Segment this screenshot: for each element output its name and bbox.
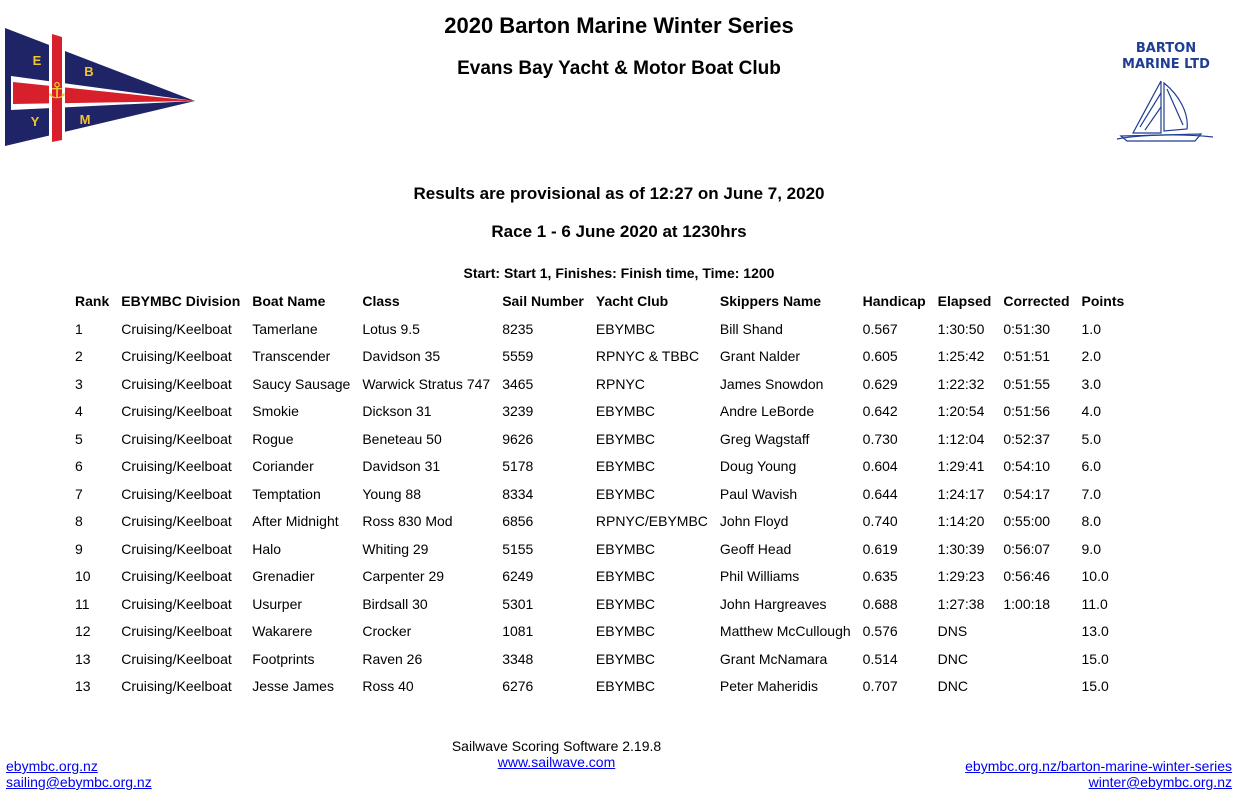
table-row	[69, 453, 1130, 481]
cell-skipper: Andre LeBorde	[719, 403, 815, 420]
cell-rank: 8	[75, 513, 83, 530]
col-header-class: Class	[362, 293, 400, 309]
cell-division: Cruising/Keelboat	[121, 540, 232, 557]
sailboat-icon	[1117, 81, 1213, 141]
cell-class: Raven 26	[362, 650, 423, 667]
cell-handicap: 0.576	[862, 623, 898, 640]
cell-elapsed: DNS	[937, 623, 968, 640]
cell-skipper: Phil Williams	[719, 568, 800, 585]
cell-rank: 13	[75, 650, 91, 667]
table-row	[69, 590, 1130, 618]
col-header-elapsed: Elapsed	[937, 293, 992, 309]
cell-skipper: Matthew McCullough	[719, 623, 851, 640]
cell-skipper: Grant Nalder	[719, 348, 801, 365]
cell-elapsed: 1:24:17	[937, 485, 985, 502]
table-row	[69, 645, 1130, 673]
cell-boat-name: Tamerlane	[252, 320, 318, 337]
cell-yacht-club: EBYMBC	[595, 320, 656, 337]
cell-boat-name: Footprints	[252, 650, 315, 667]
cell-division: Cruising/Keelboat	[121, 458, 232, 475]
cell-points: 2.0	[1081, 348, 1101, 365]
cell-skipper: Greg Wagstaff	[719, 430, 810, 447]
cell-elapsed: 1:22:32	[937, 375, 985, 392]
cell-points: 8.0	[1081, 513, 1101, 530]
cell-division: Cruising/Keelboat	[121, 485, 232, 502]
cell-yacht-club: EBYMBC	[595, 485, 656, 502]
series-page-link[interactable]: ebymbc.org.nz/barton-marine-winter-series	[965, 758, 1232, 774]
table-row	[69, 535, 1130, 563]
cell-sail-number: 6249	[502, 568, 534, 585]
burgee-letter-m: M	[79, 112, 91, 127]
cell-points: 9.0	[1081, 540, 1101, 557]
col-header-boat-name: Boat Name	[252, 293, 326, 309]
cell-rank: 6	[75, 458, 83, 475]
cell-rank: 2	[75, 348, 83, 365]
burgee-letter-b: B	[84, 64, 94, 79]
cell-division: Cruising/Keelboat	[121, 623, 232, 640]
cell-rank: 7	[75, 485, 83, 502]
cell-boat-name: Jesse James	[252, 678, 334, 695]
cell-elapsed: 1:30:39	[937, 540, 985, 557]
cell-class: Young 88	[362, 485, 421, 502]
cell-division: Cruising/Keelboat	[121, 430, 232, 447]
cell-elapsed: 1:30:50	[937, 320, 985, 337]
cell-points: 4.0	[1081, 403, 1101, 420]
cell-division: Cruising/Keelboat	[121, 403, 232, 420]
cell-yacht-club: RPNYC/EBYMBC	[595, 513, 708, 530]
cell-class: Whiting 29	[362, 540, 429, 557]
barton-logo-line1: BARTON	[1135, 41, 1197, 56]
cell-sail-number: 5155	[502, 540, 534, 557]
cell-handicap: 0.642	[862, 403, 898, 420]
cell-sail-number: 9626	[502, 430, 534, 447]
col-header-points: Points	[1081, 293, 1125, 309]
cell-rank: 3	[75, 375, 83, 392]
cell-rank: 5	[75, 430, 83, 447]
col-header-division: EBYMBC Division	[121, 293, 241, 309]
cell-elapsed: DNC	[937, 678, 969, 695]
cell-handicap: 0.619	[862, 540, 898, 557]
page-title: 2020 Barton Marine Winter Series	[444, 13, 794, 38]
cell-boat-name: Grenadier	[252, 568, 315, 585]
provisional-notice: Results are provisional as of 12:27 on June 7, 2020	[413, 184, 825, 203]
table-row	[69, 315, 1130, 343]
cell-yacht-club: EBYMBC	[595, 458, 656, 475]
cell-yacht-club: EBYMBC	[595, 403, 656, 420]
cell-handicap: 0.730	[862, 430, 898, 447]
col-header-sail-number: Sail Number	[502, 293, 584, 309]
cell-yacht-club: EBYMBC	[595, 595, 656, 612]
race-title: Race 1 - 6 June 2020 at 1230hrs	[491, 222, 747, 241]
cell-rank: 12	[75, 623, 91, 640]
cell-elapsed: 1:27:38	[937, 595, 985, 612]
cell-division: Cruising/Keelboat	[121, 348, 232, 365]
cell-boat-name: Temptation	[252, 485, 321, 502]
cell-boat-name: After Midnight	[252, 513, 339, 530]
results-body	[69, 315, 1130, 700]
cell-class: Ross 40	[362, 678, 414, 695]
cell-division: Cruising/Keelboat	[121, 650, 232, 667]
cell-corrected: 0:54:17	[1003, 485, 1051, 502]
cell-points: 5.0	[1081, 430, 1101, 447]
cell-elapsed: 1:25:42	[937, 348, 985, 365]
cell-handicap: 0.514	[862, 650, 898, 667]
cell-skipper: James Snowdon	[719, 375, 824, 392]
cell-boat-name: Saucy Sausage	[252, 375, 351, 392]
cell-corrected: 0:51:51	[1003, 348, 1051, 365]
table-row	[69, 480, 1130, 508]
cell-elapsed: 1:29:23	[937, 568, 985, 585]
cell-corrected	[997, 645, 1075, 673]
cell-yacht-club: EBYMBC	[595, 623, 656, 640]
winter-email-link[interactable]: winter@ebymbc.org.nz	[1088, 774, 1232, 790]
cell-boat-name: Usurper	[252, 595, 303, 612]
start-info: Start: Start 1, Finishes: Finish time, Time: 1200	[463, 265, 775, 281]
cell-division: Cruising/Keelboat	[121, 320, 232, 337]
cell-points: 13.0	[1081, 623, 1109, 640]
table-row	[69, 508, 1130, 536]
cell-handicap: 0.635	[862, 568, 898, 585]
cell-class: Warwick Stratus 747	[362, 375, 491, 392]
cell-corrected: 0:55:00	[1003, 513, 1051, 530]
cell-skipper: Bill Shand	[719, 320, 783, 337]
cell-rank: 13	[75, 678, 91, 695]
col-header-yacht-club: Yacht Club	[595, 293, 669, 309]
cell-elapsed: 1:12:04	[937, 430, 985, 447]
cell-sail-number: 1081	[502, 623, 534, 640]
cell-skipper: Doug Young	[719, 458, 797, 475]
cell-points: 6.0	[1081, 458, 1101, 475]
cell-points: 3.0	[1081, 375, 1101, 392]
cell-rank: 1	[75, 320, 83, 337]
col-header-rank: Rank	[75, 293, 110, 309]
anchor-icon: ⚓	[47, 78, 67, 103]
cell-yacht-club: EBYMBC	[595, 430, 656, 447]
cell-sail-number: 5559	[502, 348, 534, 365]
club-website-link[interactable]: ebymbc.org.nz	[6, 758, 98, 774]
cell-points: 7.0	[1081, 485, 1101, 502]
cell-corrected: 0:56:07	[1003, 540, 1051, 557]
cell-yacht-club: EBYMBC	[595, 568, 656, 585]
cell-elapsed: 1:29:41	[937, 458, 985, 475]
cell-sail-number: 6856	[502, 513, 534, 530]
cell-class: Dickson 31	[362, 403, 432, 420]
footer-left-links	[6, 758, 152, 790]
cell-corrected: 0:54:10	[1003, 458, 1051, 475]
cell-sail-number: 5301	[502, 595, 534, 612]
cell-class: Crocker	[362, 623, 412, 640]
cell-class: Lotus 9.5	[362, 320, 420, 337]
cell-handicap: 0.605	[862, 348, 898, 365]
cell-rank: 10	[75, 568, 91, 585]
cell-corrected: 1:00:18	[1003, 595, 1051, 612]
cell-boat-name: Transcender	[252, 348, 331, 365]
cell-boat-name: Rogue	[252, 430, 294, 447]
cell-yacht-club: RPNYC	[595, 375, 645, 392]
cell-boat-name: Halo	[252, 540, 282, 557]
burgee-letter-y: Y	[30, 114, 40, 129]
table-header-row	[69, 287, 1130, 315]
footer-right-links	[965, 758, 1232, 790]
cell-skipper: Peter Maheridis	[719, 678, 818, 695]
cell-class: Ross 830 Mod	[362, 513, 453, 530]
cell-elapsed: DNC	[937, 650, 969, 667]
cell-corrected	[997, 673, 1075, 701]
cell-rank: 9	[75, 540, 83, 557]
cell-points: 1.0	[1081, 320, 1101, 337]
cell-handicap: 0.688	[862, 595, 898, 612]
col-header-handicap: Handicap	[862, 293, 926, 309]
cell-points: 15.0	[1081, 678, 1109, 695]
table-row	[69, 563, 1130, 591]
cell-yacht-club: EBYMBC	[595, 650, 656, 667]
barton-logo-line2: MARINE LTD	[1122, 57, 1210, 72]
cell-elapsed: 1:14:20	[937, 513, 985, 530]
col-header-corrected: Corrected	[1003, 293, 1070, 309]
cell-skipper: John Floyd	[719, 513, 789, 530]
cell-handicap: 0.629	[862, 375, 898, 392]
cell-handicap: 0.707	[862, 678, 898, 695]
results-table	[69, 287, 1130, 700]
cell-class: Beneteau 50	[362, 430, 442, 447]
cell-sail-number: 3239	[502, 403, 534, 420]
cell-division: Cruising/Keelboat	[121, 595, 232, 612]
cell-sail-number: 5178	[502, 458, 534, 475]
software-credit: Sailwave Scoring Software 2.19.8	[451, 738, 662, 754]
cell-class: Birdsall 30	[362, 595, 428, 612]
cell-boat-name: Coriander	[252, 458, 314, 475]
cell-boat-name: Smokie	[252, 403, 299, 420]
cell-corrected	[997, 618, 1075, 646]
sailing-email-link[interactable]: sailing@ebymbc.org.nz	[6, 774, 152, 790]
cell-class: Davidson 35	[362, 348, 441, 365]
cell-elapsed: 1:20:54	[937, 403, 985, 420]
cell-class: Carpenter 29	[362, 568, 445, 585]
cell-skipper: John Hargreaves	[719, 595, 827, 612]
club-burgee-logo	[5, 28, 200, 146]
cell-corrected: 0:51:30	[1003, 320, 1051, 337]
cell-division: Cruising/Keelboat	[121, 678, 232, 695]
table-row	[69, 425, 1130, 453]
cell-corrected: 0:52:37	[1003, 430, 1051, 447]
cell-points: 11.0	[1081, 595, 1108, 612]
burgee-letter-e: E	[32, 53, 42, 68]
cell-boat-name: Wakarere	[252, 623, 313, 640]
cell-sail-number: 8235	[502, 320, 534, 337]
cell-division: Cruising/Keelboat	[121, 513, 232, 530]
cell-yacht-club: EBYMBC	[595, 540, 656, 557]
col-header-skipper: Skippers Name	[719, 293, 822, 309]
cell-corrected: 0:51:56	[1003, 403, 1051, 420]
cell-handicap: 0.644	[862, 485, 898, 502]
cell-sail-number: 8334	[502, 485, 534, 502]
cell-sail-number: 6276	[502, 678, 534, 695]
table-row	[69, 398, 1130, 426]
cell-sail-number: 3465	[502, 375, 534, 392]
club-subtitle: Evans Bay Yacht & Motor Boat Club	[457, 58, 781, 79]
barton-marine-logo	[1115, 37, 1215, 143]
cell-points: 10.0	[1081, 568, 1109, 585]
cell-rank: 4	[75, 403, 83, 420]
cell-division: Cruising/Keelboat	[121, 568, 232, 585]
table-row	[69, 370, 1130, 398]
cell-skipper: Geoff Head	[719, 540, 792, 557]
sailwave-link[interactable]: www.sailwave.com	[497, 754, 616, 770]
cell-yacht-club: RPNYC & TBBC	[595, 348, 700, 365]
cell-handicap: 0.567	[862, 320, 898, 337]
cell-yacht-club: EBYMBC	[595, 678, 656, 695]
cell-division: Cruising/Keelboat	[121, 375, 232, 392]
cell-skipper: Grant McNamara	[719, 650, 828, 667]
cell-sail-number: 3348	[502, 650, 534, 667]
cell-rank: 11	[75, 595, 90, 612]
table-row	[69, 673, 1130, 701]
cell-corrected: 0:51:55	[1003, 375, 1051, 392]
cell-class: Davidson 31	[362, 458, 441, 475]
cell-handicap: 0.604	[862, 458, 898, 475]
software-link-wrap	[0, 754, 1113, 770]
table-row	[69, 618, 1130, 646]
cell-corrected: 0:56:46	[1003, 568, 1051, 585]
cell-handicap: 0.740	[862, 513, 898, 530]
table-row	[69, 343, 1130, 371]
cell-skipper: Paul Wavish	[719, 485, 798, 502]
cell-points: 15.0	[1081, 650, 1109, 667]
